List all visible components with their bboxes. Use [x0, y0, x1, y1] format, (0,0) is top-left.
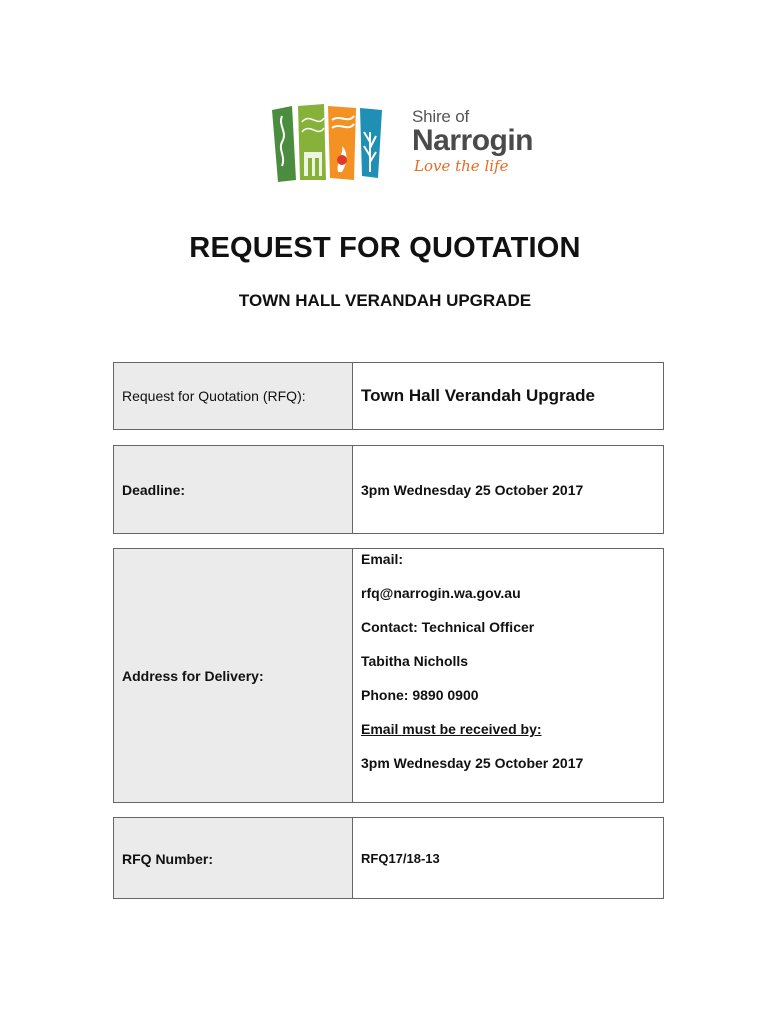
email-address[interactable]: rfq@narrogin.wa.gov.au [361, 585, 521, 601]
deadline-value: 3pm Wednesday 25 October 2017 [353, 446, 663, 533]
delivery-label: Address for Delivery: [114, 549, 353, 802]
deadline-label: Deadline: [114, 446, 353, 533]
rfq-number-table [113, 817, 664, 899]
contact-line: Contact: Technical Officer [361, 619, 535, 635]
email-label: Email: [361, 551, 404, 567]
document-title: REQUEST FOR QUOTATION [189, 232, 581, 264]
delivery-details [353, 549, 663, 802]
logo-tagline: Love the life [414, 157, 509, 175]
deadline-table [113, 445, 664, 534]
contact-name: Tabitha Nicholls [361, 653, 469, 669]
rfq-value: Town Hall Verandah Upgrade [353, 363, 663, 429]
phone-line: Phone: 9890 0900 [361, 687, 479, 703]
shire-logo-text [412, 108, 552, 176]
logo-name: Narrogin [412, 124, 534, 157]
document-subtitle: TOWN HALL VERANDAH UPGRADE [238, 291, 532, 310]
rfq-number-label: RFQ Number: [114, 818, 353, 898]
rfq-number-value: RFQ17/18-13 [353, 818, 663, 898]
shire-logo-icon [272, 102, 412, 182]
received-by-label: Email must be received by: [361, 721, 542, 737]
logo-prefix: Shire of [412, 107, 469, 126]
delivery-table [113, 548, 664, 803]
shire-logo [272, 102, 552, 184]
rfq-table [113, 362, 664, 430]
rfq-label: Request for Quotation (RFQ): [114, 363, 353, 429]
received-by-value: 3pm Wednesday 25 October 2017 [361, 755, 584, 771]
